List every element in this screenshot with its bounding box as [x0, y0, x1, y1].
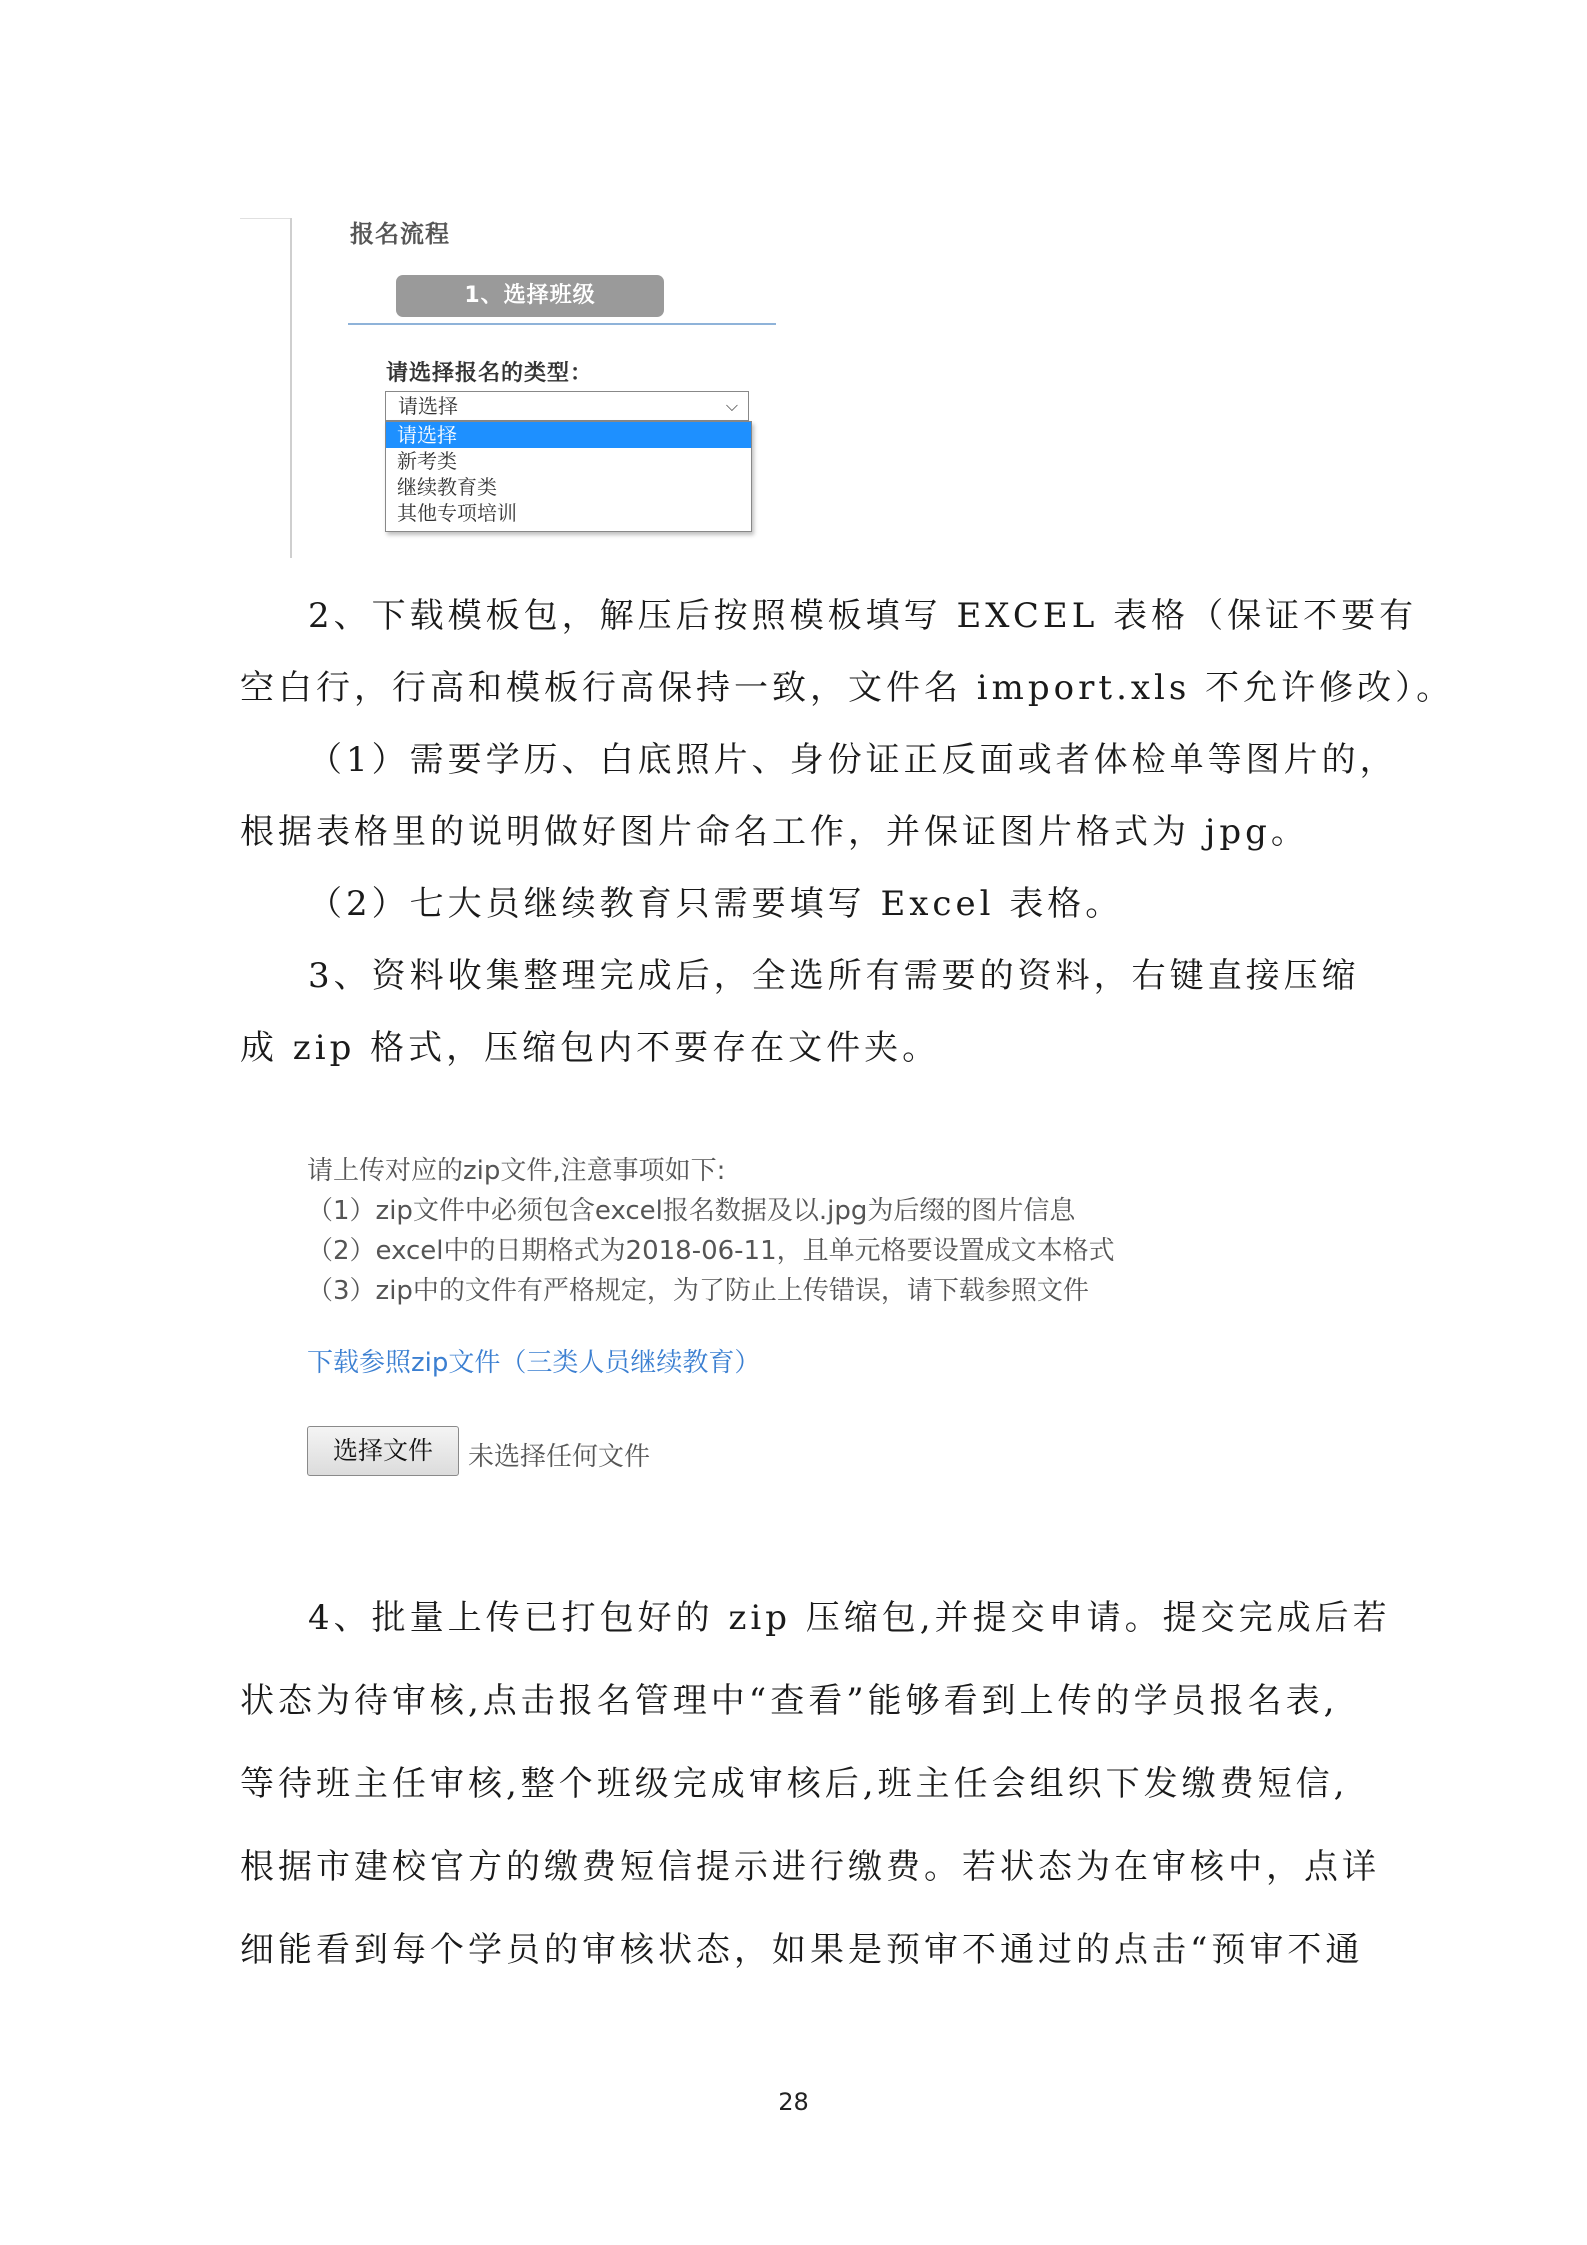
screenshot-divider: [290, 218, 292, 558]
download-reference-link[interactable]: 下载参照zip文件（三类人员继续教育）: [307, 1348, 761, 1378]
type-select[interactable]: [385, 391, 749, 421]
paragraph-line: 等待班主任审核,整个班级完成审核后,班主任会组织下发缴费短信,: [240, 1764, 1349, 1804]
dropdown-option[interactable]: 请选择: [386, 422, 751, 448]
upload-note: （3）zip中的文件有严格规定，为了防止上传错误，请下载参照文件: [307, 1276, 1089, 1306]
choose-file-button[interactable]: 选择文件: [307, 1426, 459, 1476]
paragraph-line: 根据表格里的说明做好图片命名工作，并保证图片格式为 jpg。: [240, 812, 1309, 852]
screenshot-divider: [240, 218, 292, 219]
type-select-value: 请选择: [398, 394, 458, 418]
upload-note: （1）zip文件中必须包含excel报名数据及以.jpg为后缀的图片信息: [307, 1196, 1076, 1226]
paragraph-line: 成 zip 格式，压缩包内不要存在文件夹。: [240, 1028, 941, 1068]
page-number: 28: [778, 2088, 809, 2116]
type-label: 请选择报名的类型：: [386, 361, 594, 386]
dropdown-option[interactable]: 新考类: [397, 449, 457, 473]
type-dropdown: [385, 421, 752, 532]
flow-title: 报名流程: [350, 220, 450, 248]
paragraph-line: 3、资料收集整理完成后，全选所有需要的资料，右键直接压缩: [308, 956, 1360, 996]
paragraph-line: （1）需要学历、白底照片、身份证正反面或者体检单等图片的，: [308, 740, 1398, 780]
paragraph-line: 空白行，行高和模板行高保持一致，文件名 import.xls 不允许修改）。: [240, 668, 1455, 708]
upload-intro: 请上传对应的zip文件,注意事项如下:: [307, 1156, 726, 1186]
paragraph-line: 4、批量上传已打包好的 zip 压缩包,并提交申请。提交完成后若: [308, 1598, 1391, 1638]
paragraph-line: 2、下载模板包，解压后按照模板填写 EXCEL 表格（保证不要有: [308, 596, 1418, 636]
dropdown-option[interactable]: 继续教育类: [397, 475, 497, 499]
step-tab-select-class[interactable]: 1、选择班级: [396, 275, 664, 317]
paragraph-line: 根据市建校官方的缴费短信提示进行缴费。若状态为在审核中，点详: [240, 1847, 1380, 1887]
no-file-text: 未选择任何文件: [468, 1442, 651, 1472]
dropdown-option[interactable]: 其他专项培训: [397, 501, 517, 525]
paragraph-line: 细能看到每个学员的审核状态，如果是预审不通过的点击“预审不通: [240, 1930, 1364, 1970]
step-underline: [348, 323, 776, 325]
paragraph-line: （2）七大员继续教育只需要填写 Excel 表格。: [308, 884, 1124, 924]
upload-note: （2）excel中的日期格式为2018-06-11，且单元格要设置成文本格式: [307, 1236, 1115, 1266]
chevron-down-icon: ⌵: [725, 396, 738, 415]
paragraph-line: 状态为待审核,点击报名管理中“查看”能够看到上传的学员报名表,: [240, 1681, 1339, 1721]
